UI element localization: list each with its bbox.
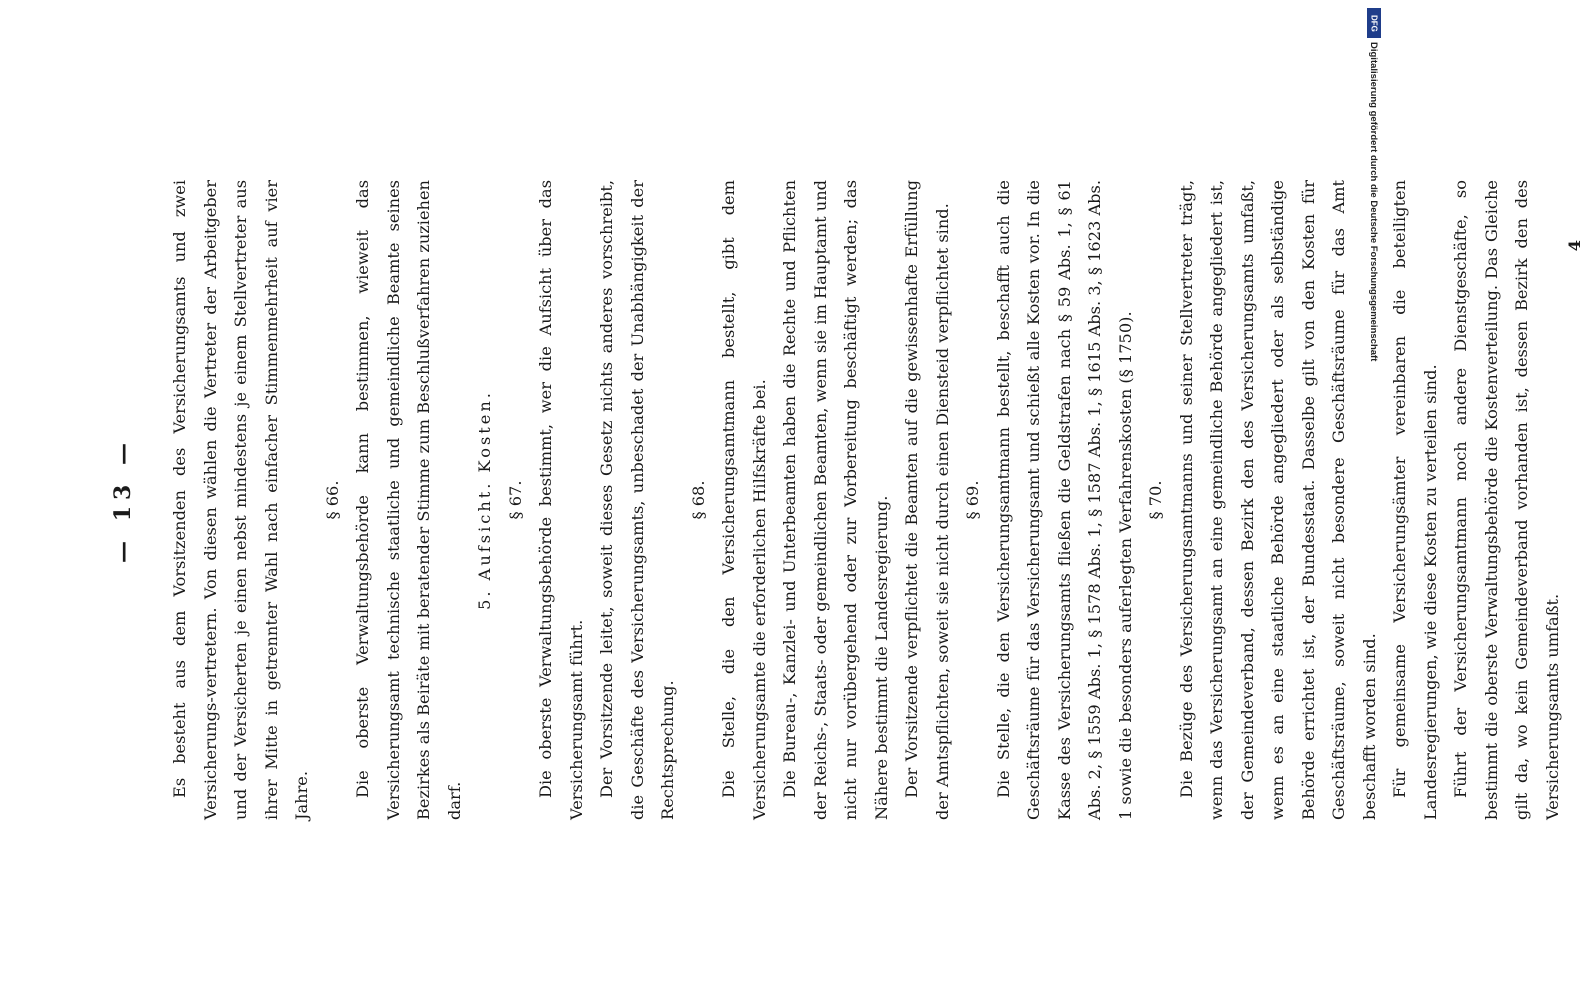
signature-mark: 4 [1565, 240, 1584, 252]
paragraph: Die Bezüge des Versicherungsamtmanns und seiner Stellvertreter trägt, wenn das Versicherungsamt an eine gemeindliche Behörde angegliedert ist, der Gemeindeverband, dessen Bezirk den des Versicherungsamts umfaßt, wenn es an eine staatliche Behörde angegliedert oder als selbständige Behörde errichtet ist, der Bundesstaat. Dasselbe gilt von den Kosten für Geschäftsräume, soweit nicht besondere Geschäftsräume für das Amt beschafft worden sind. [1176, 180, 1379, 820]
paragraph: Führt der Versicherungsamtmann noch andere Dienstgeschäfte, so bestimmt die oberste Verwaltungsbehörde die Kostenverteilung. Das Gleiche gilt da, wo kein Gemeindeverband vorhanden ist, dessen Bezirk den des Versicherungsamts umfaßt. [1451, 180, 1562, 820]
digitization-note: Digitalisierung gefördert durch die Deutsche Forschungsgemeinschaft [1368, 42, 1379, 362]
paragraph: Die Stelle, die den Versicherungsamtmann bestellt, beschafft auch die Geschäftsräume für das Versicherungsamt und schießt alle Kosten vor. In die Kasse des Versicherungsamts fließen die Geldstrafen nach § 59 Abs. 1, § 61 Abs. 2, § 1559 Abs. 1, § 1578 Abs. 1, § 1587 Abs. 1, § 1615 Abs. 3, § 1623 Abs. 1 sowie die besonders auferlegten Verfahrenskosten (§ 1750). [993, 180, 1135, 820]
section-heading: § 67. [505, 480, 525, 520]
page-number: — 13 — [110, 437, 136, 563]
paragraph: Der Vorsitzende verpflichtet die Beamten auf die gewissenhafte Erfüllung der Amtspflichten, soweit sie nicht durch einen Diensteid verpflichtet sind. [902, 180, 952, 820]
section-heading: § 68. [688, 480, 708, 520]
paragraph: Für gemeinsame Versicherungsämter vereinbaren die beteiligten Landesregierungen, wie diese Kosten zu verteilen sind. [1390, 180, 1440, 820]
paragraph: Die Stelle, die den Versicherungsamtmann bestellt, gibt dem Versicherungsamte die erforderlichen Hilfskräfte bei. [719, 180, 769, 820]
section-heading: § 66. [322, 480, 342, 520]
dfg-logo: DFG [1367, 8, 1381, 38]
section-heading: § 70. [1146, 480, 1165, 520]
paragraph: Es besteht aus dem Vorsitzenden des Versicherungsamts und zwei Versicherungs-vertretern. Von diesen wählen die Vertreter der Arbeitgeber und der Versicherten je einen nebst mindestens je einem Stellvertreter aus ihrer Mitte in getrennter Wahl nach einfacher Stimmenmehrheit auf vier Jahre. [170, 180, 311, 820]
section-heading: § 69. [963, 480, 982, 520]
paragraph: Der Vorsitzende leitet, soweit dieses Gesetz nichts anderes vorschreibt, die Geschäfte des Versicherungsamts, unbeschadet der Unabhängigkeit der Rechtsprechung. [597, 180, 677, 820]
chapter-heading: 5. Aufsicht. Kosten. [475, 390, 494, 610]
paragraph: Die oberste Verwaltungsbehörde kann bestimmen, wieweit das Versicherungsamt technische staatliche und gemeindliche Beamte seines Bezirkes als Beiräte mit beratender Stimme zum Beschlußverfahren zuziehen darf. [353, 180, 464, 820]
paragraph: Die oberste Verwaltungsbehörde bestimmt, wer die Aufsicht über das Versicherungsamt führt. [536, 180, 586, 820]
paragraph: Die Bureau-, Kanzlei- und Unterbeamten haben die Rechte und Pflichten der Reichs-, Staats- oder gemeindlichen Beamten, wenn sie im Hauptamt und nicht nur vorübergehend oder zur Vorbereitung beschäftigt werden; das Nähere bestimmt die Landesregierung. [780, 180, 891, 820]
